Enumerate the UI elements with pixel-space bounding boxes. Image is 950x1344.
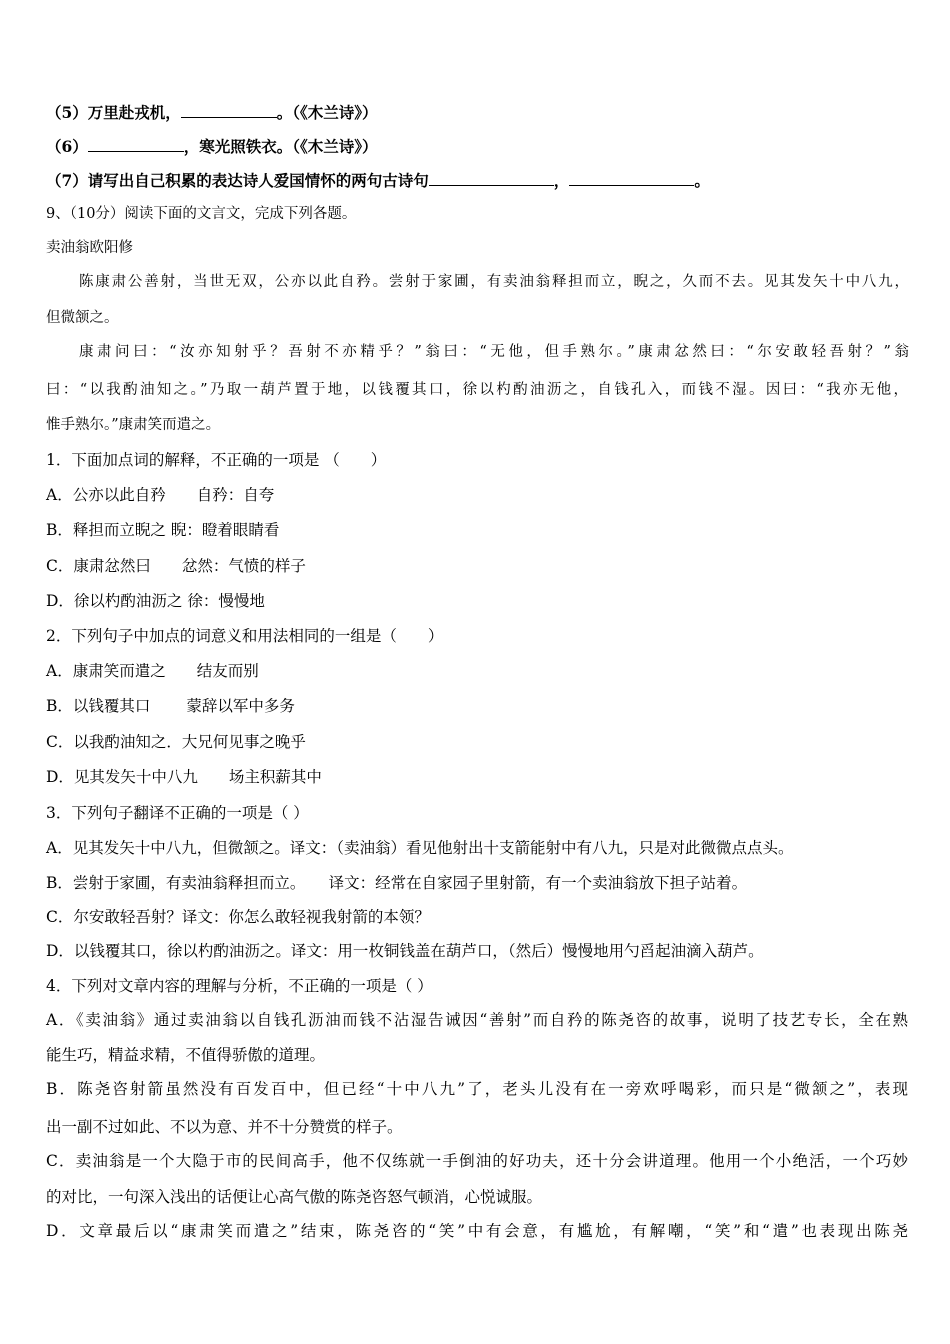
- sub-question-4-option-c-line-2: 的对比，一句深入浅出的话便让心高气傲的陈尧咨怒气顿消，心悦诚服。: [46, 1188, 543, 1206]
- poem-question-5: （5）万里赴戎机， 。（《木兰诗》）: [46, 103, 378, 122]
- sub-question-2-option-a[interactable]: A．康肃笑而遣之 结友而别: [46, 662, 259, 680]
- question-9-intro: 9、（10分）阅读下面的文言文，完成下列各题。: [46, 206, 357, 222]
- answer-blank[interactable]: [181, 102, 277, 118]
- sub-question-4-option-c-line-1[interactable]: C．卖油翁是一个大隐于市的民间高手，他不仅练就一手倒油的好功夫，还十分会讲道理。他用一个小绝活，一个巧妙: [46, 1152, 908, 1170]
- passage-paragraph-2-line-2: 曰：“以我酌油知之。”乃取一葫芦置于地，以钱覆其口，徐以杓酌油沥之，自钱孔入，而钱不湿。因曰：“我亦无他，: [46, 382, 908, 398]
- sub-question-2-option-d[interactable]: D．见其发矢十中八九 场主积薪其中: [46, 768, 322, 786]
- sub-question-1-stem: 1．下面加点词的解释，不正确的一项是 （ ）: [46, 451, 387, 469]
- sub-question-1-option-c[interactable]: C．康肃忿然曰 忿然：气愤的样子: [46, 557, 306, 575]
- passage-paragraph-2-line-1: 康肃问曰：“汝亦知射乎？吾射不亦精乎？”翁曰：“无他，但手熟尔。”康肃忿然曰：“尔安敢轻吾射？”翁: [79, 344, 909, 360]
- sub-question-4-option-b-line-2: 出一副不过如此、不以为意、并不十分赞赏的样子。: [46, 1118, 403, 1136]
- sub-question-3-stem: 3．下列句子翻译不正确的一项是（ ）: [46, 804, 309, 822]
- sub-question-4-option-a-line-2: 能生巧，精益求精，不值得骄傲的道理。: [46, 1046, 326, 1064]
- sub-question-3-option-a[interactable]: A．见其发矢十中八九，但微颔之。译文：（卖油翁）看见他射出十支箭能射中有八九，只是对此微微点点头。: [46, 839, 794, 857]
- sub-question-4-option-b-line-1[interactable]: B．陈尧咨射箭虽然没有百发百中，但已经“十中八九”了，老头儿没有在一旁欢呼喝彩，而只是“微颔之”，表现: [46, 1080, 908, 1098]
- sub-question-1-option-d[interactable]: D．徐以杓酌油沥之 徐：慢慢地: [46, 592, 265, 610]
- sub-question-2-option-b[interactable]: B．以钱覆其口 蒙辞以军中多务: [46, 697, 295, 715]
- answer-blank[interactable]: [88, 136, 184, 152]
- poem-question-7: （7）请写出自己积累的表达诗人爱国情怀的两句古诗句 ， 。: [46, 171, 710, 190]
- sub-question-4-stem: 4．下列对文章内容的理解与分析，不正确的一项是（ ）: [46, 977, 433, 995]
- passage-paragraph-1-line-2: 但微颔之。: [46, 310, 119, 326]
- sub-question-4-option-d-line-1[interactable]: D．文章最后以“康肃笑而遣之”结束，陈尧咨的“笑”中有会意，有尴尬，有解嘲，“笑”和“遣”也表现出陈尧: [46, 1222, 908, 1240]
- answer-blank[interactable]: [569, 170, 694, 186]
- passage-paragraph-2-line-3: 惟手熟尔。”康肃笑而遣之。: [46, 417, 221, 433]
- sub-question-3-option-c[interactable]: C．尔安敢轻吾射？译文：你怎么敢轻视我射箭的本领？: [46, 908, 430, 926]
- sub-question-4-option-a-line-1[interactable]: A．《卖油翁》通过卖油翁以自钱孔沥油而钱不沾湿告诫因“善射”而自矜的陈尧咨的故事，说明了技艺专长，全在熟: [46, 1011, 908, 1029]
- sub-question-3-option-d[interactable]: D．以钱覆其口，徐以杓酌油沥之。译文：用一枚铜钱盖在葫芦口，（然后）慢慢地用勺舀起油滴入葫芦。: [46, 942, 764, 960]
- sub-question-1-option-b[interactable]: B．释担而立睨之 睨：瞪着眼睛看: [46, 521, 280, 539]
- poem-question-6: （6） ，寒光照铁衣。（《木兰诗》）: [46, 137, 378, 156]
- sub-question-2-option-c[interactable]: C．以我酌油知之．大兄何见事之晚乎: [46, 733, 306, 751]
- passage-paragraph-1-line-1: 陈康肃公善射，当世无双，公亦以此自矜。尝射于家圃，有卖油翁释担而立，睨之，久而不去。见其发矢十中八九，: [79, 274, 909, 290]
- sub-question-1-option-a[interactable]: A．公亦以此自矜 自矜：自夸: [46, 486, 275, 504]
- sub-question-3-option-b[interactable]: B．尝射于家圃，有卖油翁释担而立。 译文：经常在自家园子里射箭，有一个卖油翁放下担子站着。: [46, 874, 748, 892]
- answer-blank[interactable]: [429, 170, 554, 186]
- sub-question-2-stem: 2．下列句子中加点的词意义和用法相同的一组是（ ）: [46, 627, 444, 645]
- passage-title: 卖油翁欧阳修: [46, 240, 133, 256]
